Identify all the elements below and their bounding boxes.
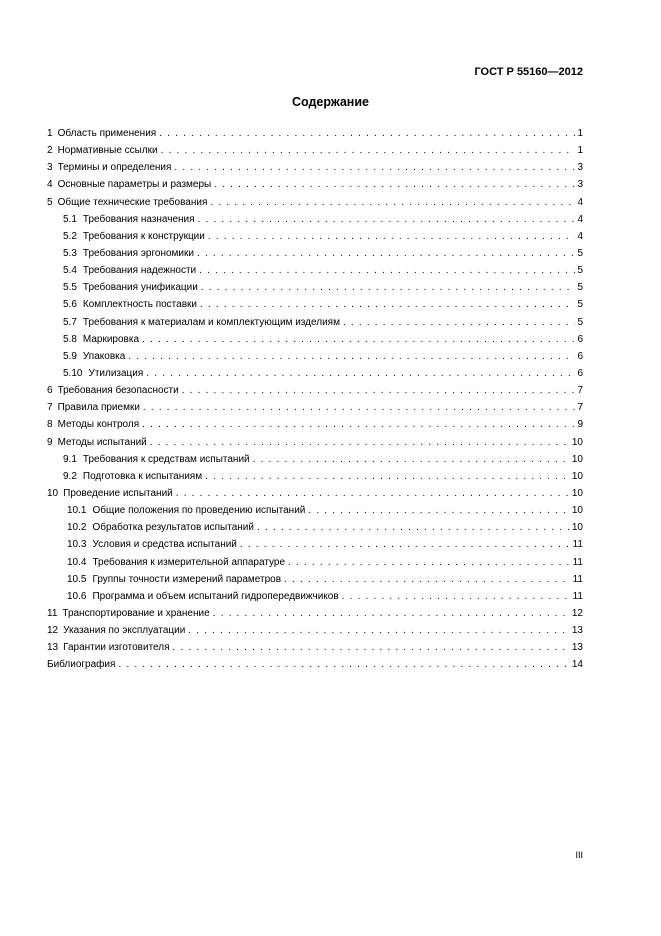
- toc-entry-page: 10: [571, 453, 583, 465]
- toc-entry-title: Требования унификации: [82, 282, 198, 294]
- toc-leader-dots: [188, 622, 570, 639]
- toc-entry-title: Проведение испытаний: [63, 487, 173, 499]
- toc-entry-page: 10: [571, 436, 583, 448]
- toc-entry-number: 13: [47, 642, 59, 654]
- toc-entry: [47, 142, 583, 159]
- toc-entry-number: 1: [47, 128, 53, 139]
- toc-leader-dots: [176, 485, 570, 502]
- toc-entry: [47, 348, 583, 365]
- toc-entry-page: 3: [577, 162, 583, 174]
- toc-entry-title: Маркировка: [82, 333, 140, 345]
- toc-entry: [47, 536, 583, 553]
- toc-entry-page: 11: [572, 556, 583, 568]
- toc-entry: [47, 365, 583, 382]
- toc-entry-page: 4: [577, 196, 583, 208]
- toc-entry-title: Программа и объем испытаний гидропередвижчиков: [92, 590, 339, 602]
- toc-entry-title: Термины и определения: [57, 162, 172, 174]
- toc-entry-title: Комплектность поставки: [82, 299, 197, 311]
- toc-entry-page: 10: [571, 470, 583, 482]
- toc-leader-dots: [182, 382, 576, 399]
- toc-entry: [47, 399, 583, 416]
- toc-entry-title: Основные параметры и размеры: [57, 179, 212, 191]
- toc-leader-dots: [214, 176, 575, 193]
- toc-entry: [47, 588, 583, 605]
- toc-entry-title: Правила приемки: [57, 402, 140, 414]
- toc-entry-number: 4: [47, 179, 53, 191]
- toc-entry-title: Требования назначения: [82, 213, 195, 225]
- toc-entry-title: Обработка результатов испытаний: [92, 522, 254, 534]
- toc-entry-page: 4: [577, 213, 583, 225]
- toc-entry-title: Требования к измерительной аппаратуре: [92, 556, 286, 568]
- toc-leader-dots: [174, 159, 575, 176]
- toc-entry: [47, 502, 583, 519]
- toc-entry-number: 5.3: [63, 247, 77, 259]
- toc-leader-dots: [197, 245, 575, 262]
- toc-entry-title: Транспортирование и хранение: [62, 607, 210, 619]
- toc-leader-dots: [161, 142, 576, 159]
- toc-entry: [47, 159, 583, 176]
- toc-entry-title: Область применения: [57, 128, 157, 139]
- toc-leader-dots: [284, 571, 571, 588]
- toc-entry-title: Требования к материалам и комплектующим изделиям: [82, 316, 340, 328]
- toc-entry-number: 5.8: [63, 333, 77, 345]
- toc-entry: [47, 468, 583, 485]
- toc-entry-number: 5.5: [63, 282, 77, 294]
- toc-entry-number: 11: [47, 607, 58, 619]
- toc-leader-dots: [288, 554, 571, 571]
- toc-entry-number: 5.2: [63, 230, 77, 242]
- toc-entry-page: 12: [571, 607, 583, 619]
- toc-leader-dots: [142, 331, 575, 348]
- toc-entry-title: Нормативные ссылки: [57, 145, 158, 157]
- toc-leader-dots: [205, 468, 570, 485]
- toc-leader-dots: [342, 588, 571, 605]
- toc-entry-number: 10.3: [67, 539, 87, 551]
- toc-leader-dots: [213, 605, 570, 622]
- toc-leader-dots: [199, 262, 575, 279]
- toc-entry-page: 3: [577, 179, 583, 191]
- toc-entry-number: 8: [47, 419, 53, 431]
- toc-entry: [47, 519, 583, 536]
- toc-entry-title: Требования безопасности: [57, 385, 179, 397]
- toc-leader-dots: [200, 296, 575, 313]
- toc-leader-dots: [198, 211, 576, 228]
- table-of-contents: [47, 125, 583, 674]
- toc-entry-number: 9.2: [63, 470, 77, 482]
- toc-entry-number: 5: [47, 196, 53, 208]
- toc-leader-dots: [146, 365, 575, 382]
- toc-entry-title: Общие технические требования: [57, 196, 208, 208]
- toc-leader-dots: [343, 314, 575, 331]
- standard-code: ГОСТ Р 55160—2012: [474, 66, 583, 78]
- toc-leader-dots: [159, 125, 575, 142]
- toc-entry-number: 10: [47, 487, 59, 499]
- toc-leader-dots: [210, 194, 575, 211]
- toc-entry: [47, 314, 583, 331]
- toc-entry-title: Библиография: [47, 659, 116, 671]
- toc-entry: [47, 639, 583, 656]
- toc-leader-dots: [173, 639, 570, 656]
- toc-entry: [47, 194, 583, 211]
- toc-entry-title: Требования эргономики: [82, 247, 194, 259]
- toc-entry-number: 5.4: [63, 265, 77, 277]
- toc-entry-page: 1: [577, 128, 583, 139]
- toc-entry-page: 6: [577, 350, 583, 362]
- toc-entry-number: 6: [47, 385, 53, 397]
- toc-leader-dots: [257, 519, 570, 536]
- toc-entry: [47, 605, 583, 622]
- toc-leader-dots: [150, 434, 570, 451]
- toc-entry: [47, 331, 583, 348]
- toc-entry-number: 9: [47, 436, 53, 448]
- toc-entry-number: 10.6: [67, 590, 87, 602]
- toc-entry-page: 7: [577, 385, 583, 397]
- toc-entry-number: 2: [47, 145, 53, 157]
- toc-entry-title: Методы испытаний: [57, 436, 147, 448]
- toc-entry: [47, 176, 583, 193]
- toc-entry: [47, 485, 583, 502]
- toc-entry-page: 10: [571, 487, 583, 499]
- toc-leader-dots: [253, 451, 570, 468]
- toc-leader-dots: [143, 399, 576, 416]
- toc-entry-page: 11: [572, 590, 583, 602]
- toc-leader-dots: [128, 348, 575, 365]
- toc-entry: [47, 211, 583, 228]
- toc-leader-dots: [201, 279, 576, 296]
- toc-entry-number: 5.7: [63, 316, 77, 328]
- toc-entry: [47, 656, 583, 673]
- toc-entry-title: Группы точности измерений параметров: [92, 573, 282, 585]
- toc-entry-title: Требования надежности: [82, 265, 197, 277]
- toc-title: Содержание: [291, 95, 369, 109]
- toc-entry-number: 10.1: [67, 505, 87, 517]
- toc-entry-page: 6: [577, 367, 583, 379]
- toc-entry-title: Подготовка к испытаниям: [82, 470, 203, 482]
- toc-entry-title: Указания по эксплуатации: [63, 625, 186, 637]
- toc-entry: [47, 416, 583, 433]
- toc-entry-number: 10.2: [67, 522, 87, 534]
- toc-entry-number: 10.4: [67, 556, 87, 568]
- toc-leader-dots: [308, 502, 570, 519]
- toc-entry-page: 9: [577, 419, 583, 431]
- toc-entry-page: 5: [577, 316, 583, 328]
- toc-entry-page: 6: [577, 333, 583, 345]
- toc-entry-page: 11: [572, 573, 583, 585]
- page-number: III: [575, 850, 583, 860]
- toc-entry-number: 10.5: [67, 573, 87, 585]
- toc-entry: [47, 451, 583, 468]
- toc-entry-page: 1: [577, 145, 583, 157]
- toc-entry-page: 13: [571, 625, 583, 637]
- toc-entry-page: 13: [571, 642, 583, 654]
- toc-entry: [47, 262, 583, 279]
- toc-entry-number: 12: [47, 625, 59, 637]
- toc-entry-page: 5: [577, 265, 583, 277]
- toc-leader-dots: [208, 228, 576, 245]
- toc-entry: [47, 622, 583, 639]
- toc-entry-page: 10: [571, 522, 583, 534]
- toc-entry-title: Методы контроля: [57, 419, 140, 431]
- toc-leader-dots: [142, 416, 575, 433]
- toc-entry-title: Гарантии изготовителя: [63, 642, 170, 654]
- toc-entry: [47, 434, 583, 451]
- toc-entry-page: 5: [577, 299, 583, 311]
- toc-entry: [47, 279, 583, 296]
- toc-leader-dots: [240, 536, 571, 553]
- toc-entry-number: 5.6: [63, 299, 77, 311]
- toc-entry: [47, 296, 583, 313]
- toc-entry-page: 14: [571, 659, 583, 671]
- toc-entry-page: 5: [577, 282, 583, 294]
- toc-entry-title: Утилизация: [88, 367, 144, 379]
- toc-entry-number: 7: [47, 402, 53, 414]
- toc-entry: [47, 228, 583, 245]
- toc-entry-number: 3: [47, 162, 53, 174]
- toc-entry-title: Требования к средствам испытаний: [82, 453, 250, 465]
- toc-entry-page: 4: [577, 230, 583, 242]
- toc-entry: [47, 382, 583, 399]
- toc-entry: [47, 125, 583, 142]
- toc-entry-number: 5.9: [63, 350, 77, 362]
- toc-entry-number: 5.1: [63, 213, 77, 225]
- toc-entry-page: 7: [577, 402, 583, 414]
- toc-entry-title: Условия и средства испытаний: [92, 539, 237, 551]
- toc-leader-dots: [118, 656, 569, 673]
- toc-entry-number: 9.1: [63, 453, 77, 465]
- toc-entry-title: Общие положения по проведению испытаний: [92, 505, 306, 517]
- toc-entry-page: 5: [577, 247, 583, 259]
- toc-entry: [47, 571, 583, 588]
- toc-entry-title: Упаковка: [82, 350, 126, 362]
- toc-entry: [47, 245, 583, 262]
- toc-entry-page: 11: [572, 539, 583, 551]
- toc-entry-page: 10: [571, 505, 583, 517]
- toc-entry-number: 5.10: [63, 367, 83, 379]
- toc-entry: [47, 554, 583, 571]
- toc-entry-title: Требования к конструкции: [82, 230, 205, 242]
